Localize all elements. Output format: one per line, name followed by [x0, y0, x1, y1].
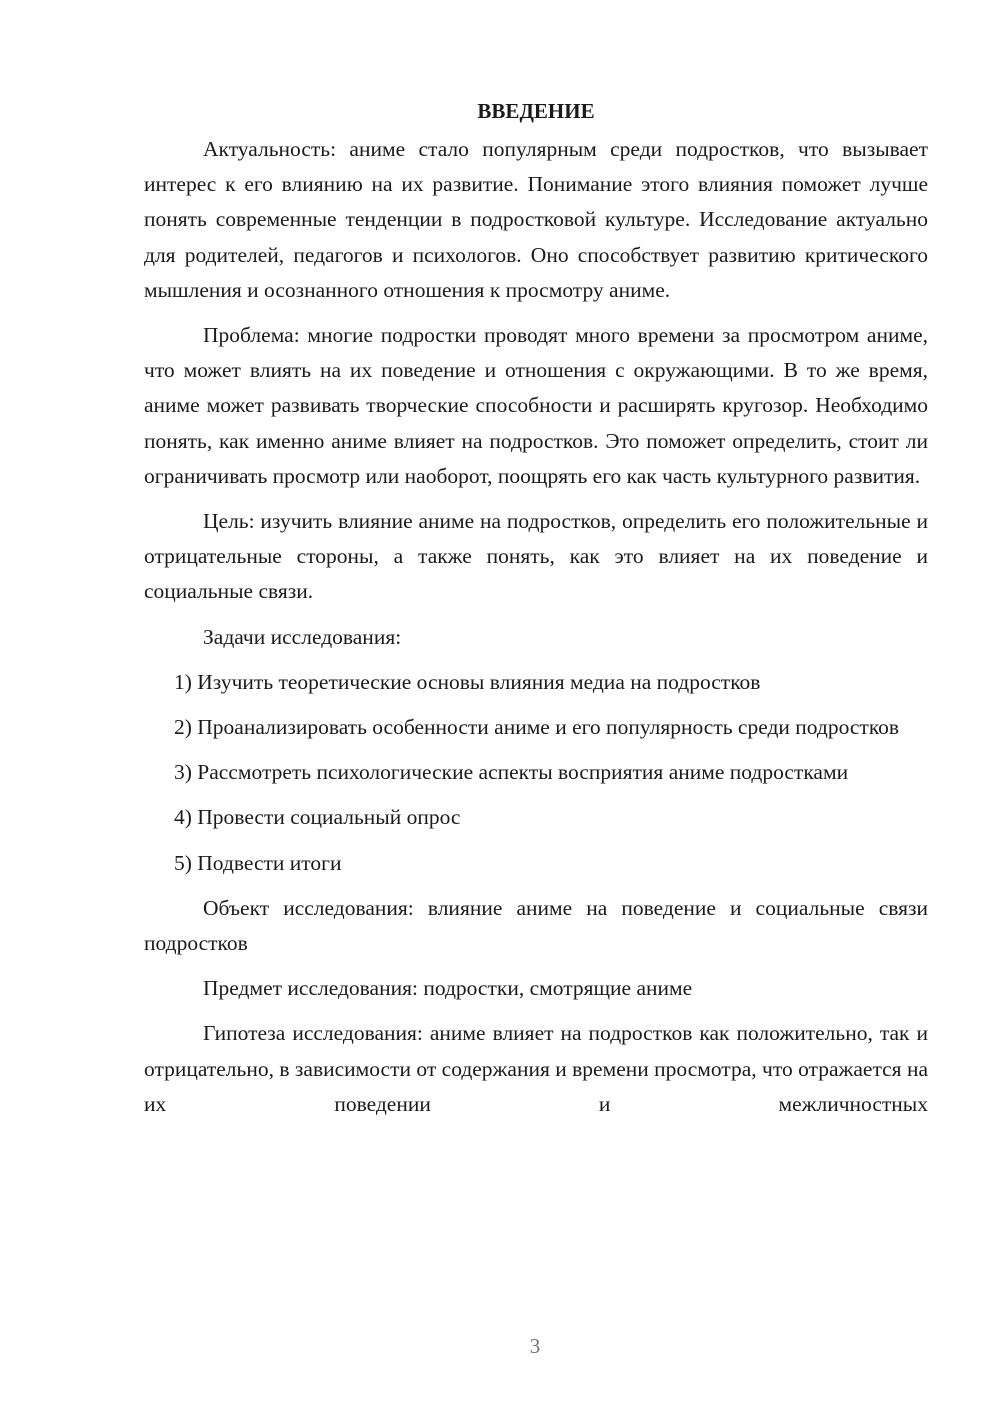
hypothesis-paragraph: Гипотеза исследования: аниме влияет на подростков как положительно, так и отрицательно, в зависимости от содержания и времени просмотра, что отражается на их поведении и межличностных — [144, 1021, 928, 1116]
task-item-5: 5) Подвести итоги — [174, 850, 342, 875]
problem-paragraph: Проблема: многие подростки проводят много времени за просмотром аниме, что может влиять на их поведение и отношения с окружающими. В то же время, аниме может развивать творческие способности и расширять кругозор. Необходимо понять, как именно аниме влияет на подростков. Это поможет определить, стоит ли ограничивать просмотр или наоборот, поощрять его как часть культурного развития. — [144, 323, 928, 488]
page-number: 3 — [529, 1334, 541, 1358]
task-item-3: 3) Рассмотреть психологические аспекты восприятия аниме подростками — [174, 760, 849, 785]
task-item-2: 2) Проанализировать особенности аниме и его популярность среди подростков — [174, 715, 900, 740]
relevance-paragraph: Актуальность: аниме стало популярным среди подростков, что вызывает интерес к его влиянию на их развитие. Понимание этого влияния поможет лучше понять современные тенденции в подростковой культуре. Исследование актуально для родителей, педагогов и психологов. Оно способствует развитию критического мышления и осознанного отношения к просмотру аниме. — [144, 137, 928, 302]
task-item-1: 1) Изучить теоретические основы влияния медиа на подростков — [174, 669, 761, 694]
task-item-4: 4) Провести социальный опрос — [174, 805, 461, 830]
goal-paragraph: Цель: изучить влияние аниме на подростков, определить его положительные и отрицательные стороны, а также понять, как это влияет на их поведение и социальные связи. — [144, 509, 928, 604]
object-paragraph: Объект исследования: влияние аниме на поведение и социальные связи подростков — [144, 895, 928, 956]
tasks-heading: Задачи исследования: — [203, 624, 402, 649]
document-page — [144, 96, 928, 1132]
subject-paragraph: Предмет исследования: подростки, смотрящие аниме — [203, 976, 693, 1001]
section-title: ВВЕДЕНИЕ — [477, 99, 595, 123]
